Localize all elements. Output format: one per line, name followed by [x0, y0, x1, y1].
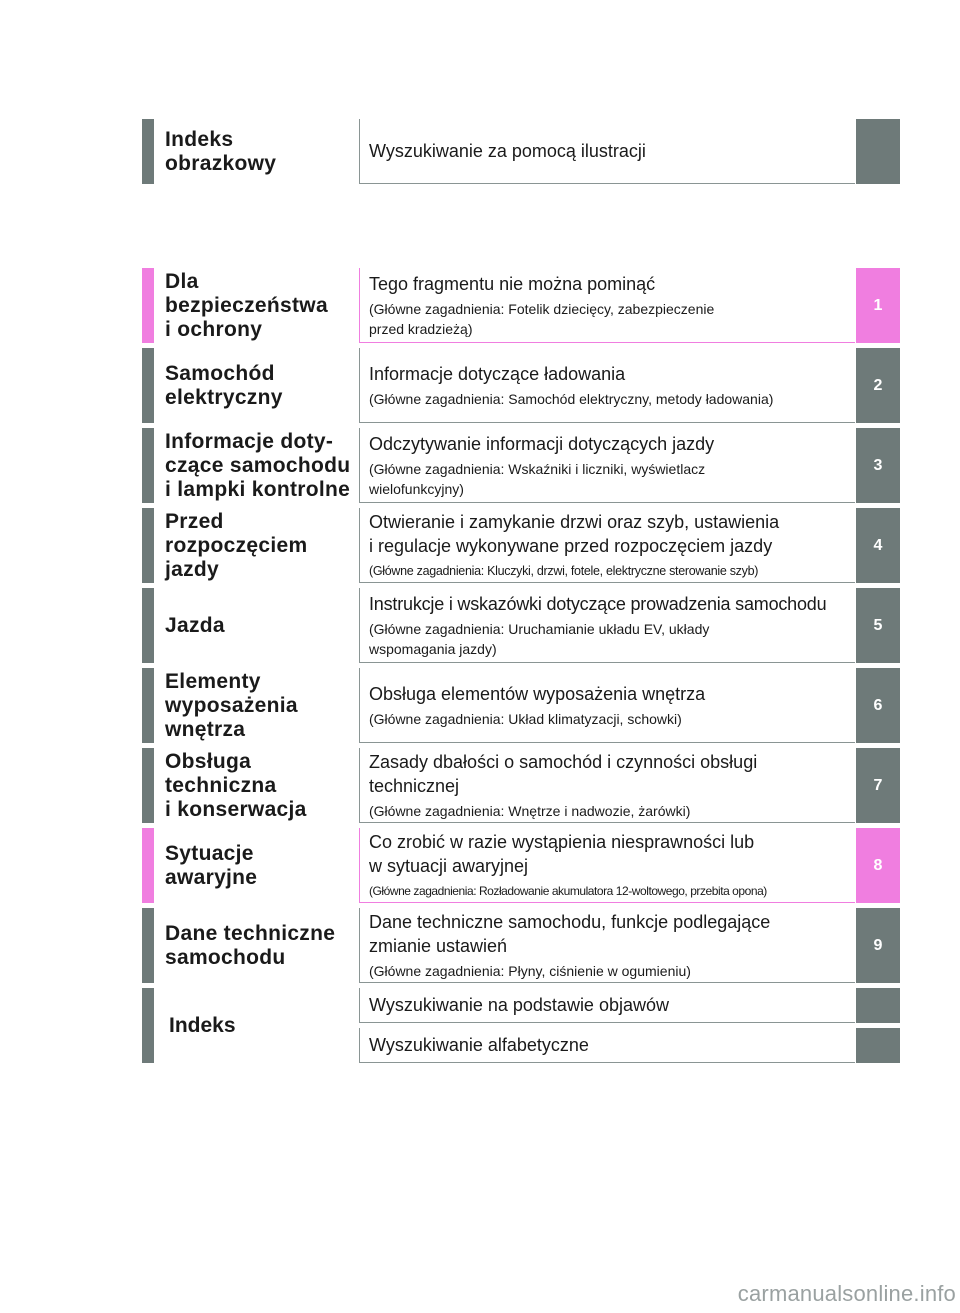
chapter-tab[interactable]: 8 [856, 828, 900, 903]
index-item-label: Wyszukiwanie alfabetyczne [359, 1028, 855, 1063]
chapter-row-1[interactable] [142, 268, 900, 343]
section-description: Instrukcje i wskazówki dotyczące prowadzenia samochodu (Główne zagadnienia: Uruchamianie układu EV, układy wspomagania jazdy) [359, 588, 855, 663]
chapter-tab[interactable]: 3 [856, 428, 900, 503]
section-description: Dane techniczne samochodu, funkcje podlegające zmianie ustawień (Główne zagadnienia: Płyny, ciśnienie w ogumieniu) [359, 908, 855, 983]
chapter-tab[interactable]: 9 [856, 908, 900, 983]
section-description: Obsługa elementów wyposażenia wnętrza (Główne zagadnienia: Układ klimatyzacji, schowki) [359, 668, 855, 743]
section-title: Informacje doty- czące samochodu i lampki kontrolne [165, 429, 351, 501]
chapter-row-7[interactable] [142, 748, 900, 823]
section-description: Zasady dbałości o samochód i czynności obsługi technicznej (Główne zagadnienia: Wnętrze i nadwozie, żarówki) [359, 748, 855, 823]
section-color-bar [142, 828, 154, 903]
index-row [142, 988, 900, 1063]
chapter-tab[interactable]: 6 [856, 668, 900, 743]
section-title: Przed rozpoczęciem jazdy [165, 509, 308, 581]
section-color-bar [142, 908, 154, 983]
section-title: Samochód elektryczny [165, 361, 283, 409]
section-tab[interactable] [856, 119, 900, 184]
index-item-symptoms[interactable] [359, 988, 900, 1023]
chapter-tab[interactable]: 7 [856, 748, 900, 823]
chapter-row-3[interactable] [142, 428, 900, 503]
section-color-bar [142, 119, 154, 184]
picture-index-row[interactable] [142, 119, 900, 184]
section-description: Otwieranie i zamykanie drzwi oraz szyb, ustawienia i regulacje wykonywane przed rozpoczęciem jazdy (Główne zagadnienia: Kluczyki, drzwi, fotele, elektryczne sterowanie szyb) [359, 508, 855, 583]
section-color-bar [142, 588, 154, 663]
section-color-bar [142, 268, 154, 343]
chapter-row-5[interactable] [142, 588, 900, 663]
section-title: Obsługa techniczna i konserwacja [165, 749, 307, 821]
chapter-tab[interactable]: 1 [856, 268, 900, 343]
section-title: Dane techniczne samochodu [165, 921, 336, 969]
section-color-bar [142, 988, 154, 1063]
index-title: Indeks [169, 1013, 236, 1037]
chapter-tab[interactable]: 5 [856, 588, 900, 663]
section-title: Jazda [165, 613, 225, 637]
section-color-bar [142, 348, 154, 423]
watermark: carmanualsonline.info [737, 1281, 956, 1306]
chapter-tab[interactable]: 2 [856, 348, 900, 423]
section-description: Wyszukiwanie za pomocą ilustracji [359, 119, 855, 184]
section-description: Tego fragmentu nie można pominąć (Główne zagadnienia: Fotelik dziecięcy, zabezpieczenie przed kradzieżą) [359, 268, 855, 343]
section-description: Odczytywanie informacji dotyczących jazdy (Główne zagadnienia: Wskaźniki i liczniki, wyświetlacz wielofunkcyjny) [359, 428, 855, 503]
section-title: Dla bezpieczeństwa i ochrony [165, 269, 328, 341]
chapter-row-6[interactable] [142, 668, 900, 743]
index-item-alphabetical[interactable] [359, 1028, 900, 1063]
index-tab[interactable] [856, 988, 900, 1023]
section-description: Informacje dotyczące ładowania (Główne zagadnienia: Samochód elektryczny, metody ładowania) [359, 348, 855, 423]
section-title: Elementy wyposażenia wnętrza [165, 669, 298, 741]
section-title: Sytuacje awaryjne [165, 841, 258, 889]
chapter-row-4[interactable] [142, 508, 900, 583]
index-item-label: Wyszukiwanie na podstawie objawów [359, 988, 855, 1023]
chapter-tab[interactable]: 4 [856, 508, 900, 583]
chapter-row-2[interactable] [142, 348, 900, 423]
section-description: Co zrobić w razie wystąpienia niesprawności lub w sytuacji awaryjnej (Główne zagadnienia: Rozładowanie akumulatora 12-woltowego, przebita opona) [359, 828, 855, 903]
section-color-bar [142, 508, 154, 583]
section-color-bar [142, 668, 154, 743]
section-color-bar [142, 428, 154, 503]
section-color-bar [142, 748, 154, 823]
index-tab[interactable] [856, 1028, 900, 1063]
chapter-row-8[interactable] [142, 828, 900, 903]
section-title: Indeks obrazkowy [165, 127, 277, 175]
chapter-row-9[interactable] [142, 908, 900, 983]
